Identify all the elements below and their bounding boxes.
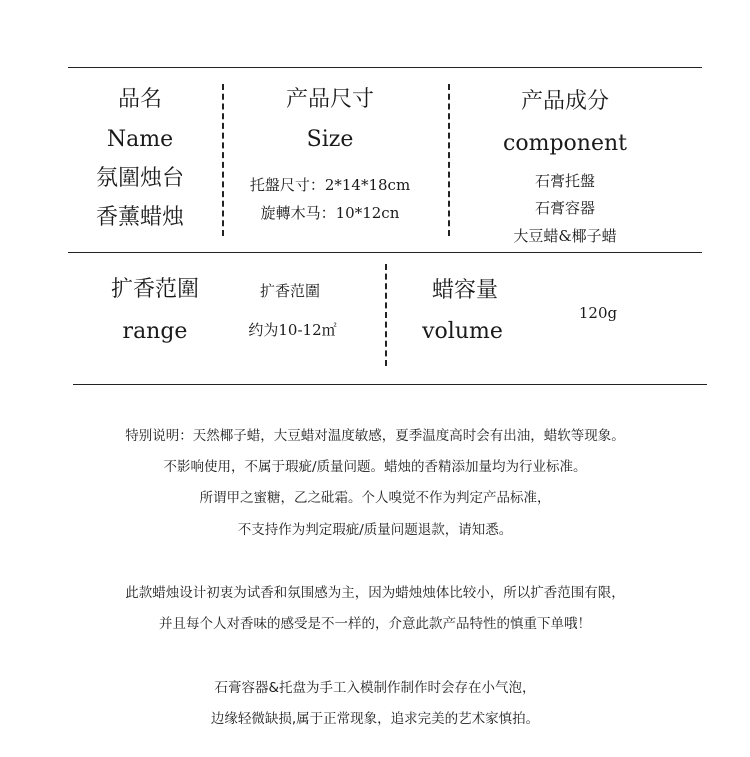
note-line-3: 所谓甲之蜜糖，乙之砒霜。个人嗅觉不作为判定产品标准， (199, 490, 551, 506)
range-value-label: 扩香范圍 (259, 282, 320, 300)
note-line-7: 石膏容器&托盘为手工入模制作制作时会存在小气泡， (214, 680, 536, 696)
column-divider-1 (222, 84, 224, 236)
volume-title-en: volume (422, 319, 503, 344)
size-title-en: Size (306, 127, 354, 152)
column-divider-3 (385, 264, 387, 366)
name-value-line2: 香薰蜡烛 (95, 205, 184, 230)
volume-title-cn: 蜡容量 (431, 278, 498, 303)
note-line-6: 并且每个人对香味的感受是不一样的，介意此款产品特性的慎重下单哦！ (159, 616, 591, 632)
name-title-en: Name (106, 127, 174, 152)
note-line-4: 不支持作为判定瑕疵/质量问题退款，请知悉。 (237, 522, 513, 538)
size-title-cn: 产品尺寸 (285, 87, 374, 112)
table-bottom-rule (73, 384, 707, 385)
range-value: 约为10-12㎡ (248, 321, 337, 339)
carousel-size: 旋轉木马：10*12cn (260, 204, 400, 222)
note-line-1: 特别说明：天然椰子蜡，大豆蜡对温度敏感，夏季温度高时会有出油，蜡软等现象。 (125, 428, 625, 444)
component-title-en: component (503, 131, 627, 156)
range-title-cn: 扩香范圍 (110, 277, 199, 302)
name-value-line1: 氛圍烛台 (95, 166, 184, 191)
table-middle-rule (68, 252, 702, 253)
name-title-cn: 品名 (117, 87, 162, 112)
column-divider-2 (448, 84, 450, 236)
table-top-rule (68, 67, 702, 68)
component-item-3: 大豆蜡&椰子蜡 (513, 227, 617, 245)
volume-value: 120g (578, 304, 618, 322)
component-item-1: 石膏托盤 (534, 172, 595, 190)
note-line-5: 此款蜡烛设计初衷为试香和氛围感为主，因为蜡烛烛体比较小，所以扩香范围有限， (125, 585, 625, 601)
note-line-8: 边缘轻微缺损,属于正常现象，追求完美的艺术家慎拍。 (210, 711, 540, 727)
range-title-en: range (122, 319, 188, 344)
component-item-2: 石膏容器 (534, 199, 595, 217)
component-title-cn: 产品成分 (520, 89, 609, 114)
note-line-2: 不影响使用，不属于瑕疵/质量问题。蜡烛的香精添加量均为行业标准。 (163, 459, 587, 475)
tray-size: 托盤尺寸：2*14*18cm (249, 176, 411, 194)
